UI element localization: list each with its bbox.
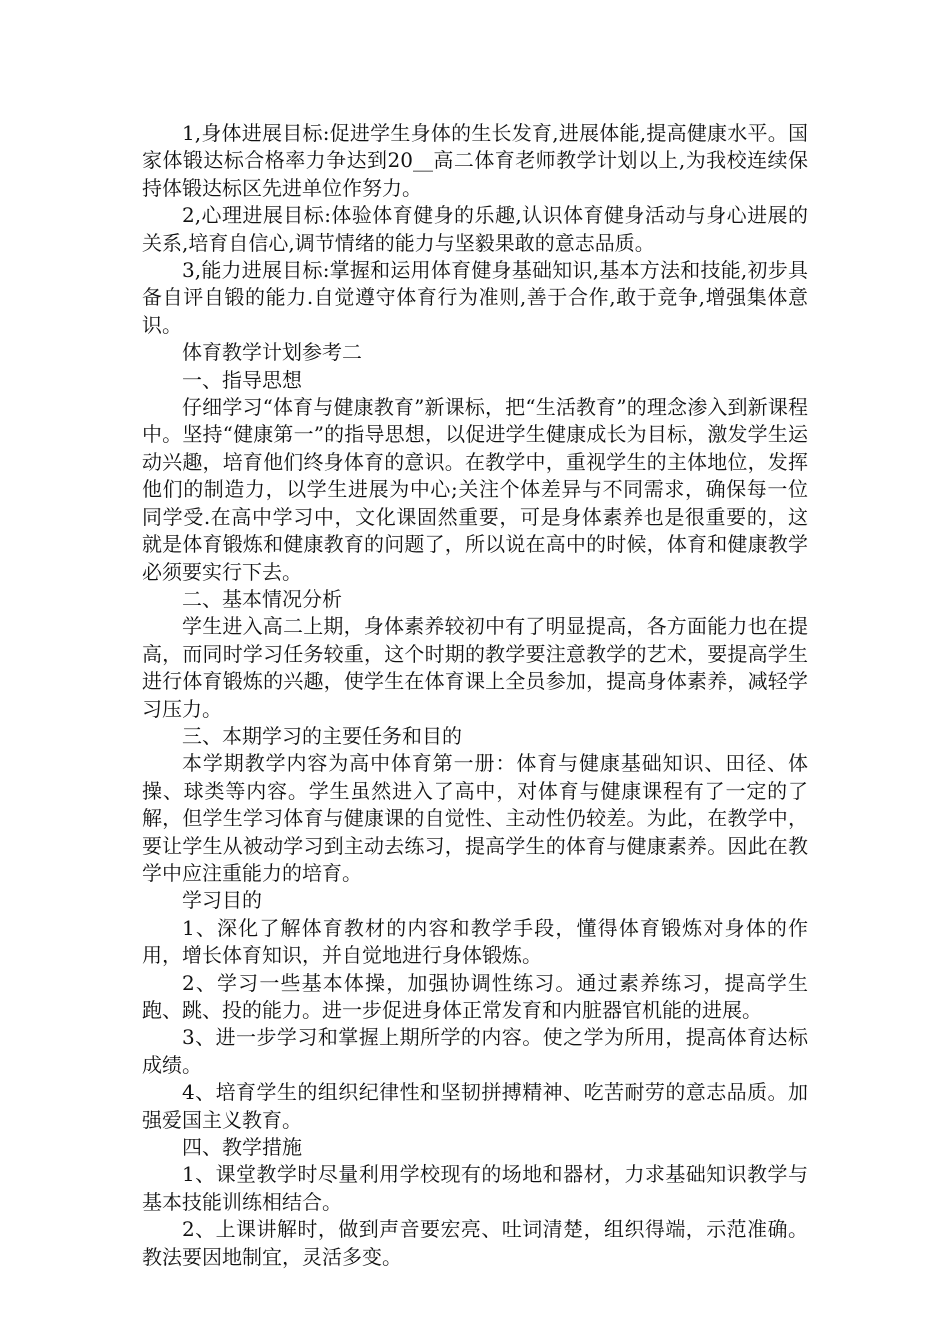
paragraph-purpose-2: 2、学习一些基本体操，加强协调性练习。通过素养练习，提高学生跑、跳、投的能力。进一步促进身体正常发育和内脏器官机能的进展。 bbox=[142, 970, 808, 1022]
heading-guiding-thought: 一、指导思想 bbox=[182, 367, 302, 392]
heading-teaching-measures: 四、教学措施 bbox=[182, 1135, 302, 1160]
heading-tasks-and-goals: 三、本期学习的主要任务和目的 bbox=[182, 723, 462, 748]
section-title-plan-two: 体育教学计划参考二 bbox=[182, 340, 362, 365]
paragraph-tasks-and-goals: 本学期教学内容为高中体育第一册：体育与健康基础知识、田径、体操、球类等内容。学生虽然进入了高中，对体育与健康课程有了一定的了解，但学生学习体育与健康课的自觉性、主动性仍较差。为此，在教学中，要让学生从被动学习到主动去练习，提高学生的体育与健康素养。因此在教学中应注重能力的培育。 bbox=[142, 751, 808, 885]
paragraph-purpose-4: 4、培育学生的组织纪律性和坚韧拼搏精神、吃苦耐劳的意志品质。加强爱国主义教育。 bbox=[142, 1080, 808, 1132]
document-body bbox=[142, 120, 808, 1271]
heading-situation-analysis: 二、基本情况分析 bbox=[182, 586, 342, 611]
paragraph-goal-ability: 3,能力进展目标:掌握和运用体育健身基础知识,基本方法和技能,初步具备自评自锻的能力.自觉遵守体育行为准则,善于合作,敢于竞争,增强集体意识。 bbox=[142, 258, 808, 337]
heading-learning-purpose: 学习目的 bbox=[182, 888, 262, 913]
paragraph-purpose-3: 3、进一步学习和掌握上期所学的内容。使之学为所用，提高体育达标成绩。 bbox=[142, 1025, 808, 1077]
paragraph-guiding-thought: 仔细学习“体育与健康教育”新课标，把“生活教育”的理念渗入到新课程中。坚持“健康第一”的指导思想，以促进学生健康成长为目标，激发学生运动兴趣，培育他们终身体育的意识。在教学中，重视学生的主体地位，发挥他们的制造力，以学生进展为中心;关注个体差异与不同需求，确保每一位同学受.在高中学习中，文化课固然重要，可是身体素养也是很重要的，这就是体育锻炼和健康教育的问题了，所以说在高中的时候，体育和健康教学必须要实行下去。 bbox=[142, 395, 808, 584]
paragraph-goal-psychological: 2,心理进展目标:体验体育健身的乐趣,认识体育健身活动与身心进展的关系,培育自信心,调节情绪的能力与坚毅果敢的意志品质。 bbox=[142, 203, 808, 255]
paragraph-measure-2: 2、上课讲解时，做到声音要宏亮、吐词清楚，组织得端，示范准确。教法要因地制宜，灵活多变。 bbox=[142, 1217, 808, 1269]
paragraph-situation-analysis: 学生进入高二上期，身体素养较初中有了明显提高，各方面能力也在提高，而同时学习任务较重，这个时期的教学要注意教学的艺术，要提高学生进行体育锻炼的兴趣，使学生在体育课上全员参加，提高身体素养，减轻学习压力。 bbox=[142, 614, 808, 721]
paragraph-measure-1: 1、课堂教学时尽量利用学校现有的场地和器材，力求基础知识教学与基本技能训练相结合。 bbox=[142, 1162, 808, 1214]
paragraph-goal-physical: 1,身体进展目标:促进学生身体的生长发育,进展体能,提高健康水平。国家体锻达标合格率力争达到20__高二体育老师教学计划以上,为我校连续保持体锻达标区先进单位作努力。 bbox=[142, 121, 808, 200]
paragraph-purpose-1: 1、深化了解体育教材的内容和教学手段，懂得体育锻炼对身体的作用，增长体育知识，并自觉地进行身体锻炼。 bbox=[142, 915, 808, 968]
